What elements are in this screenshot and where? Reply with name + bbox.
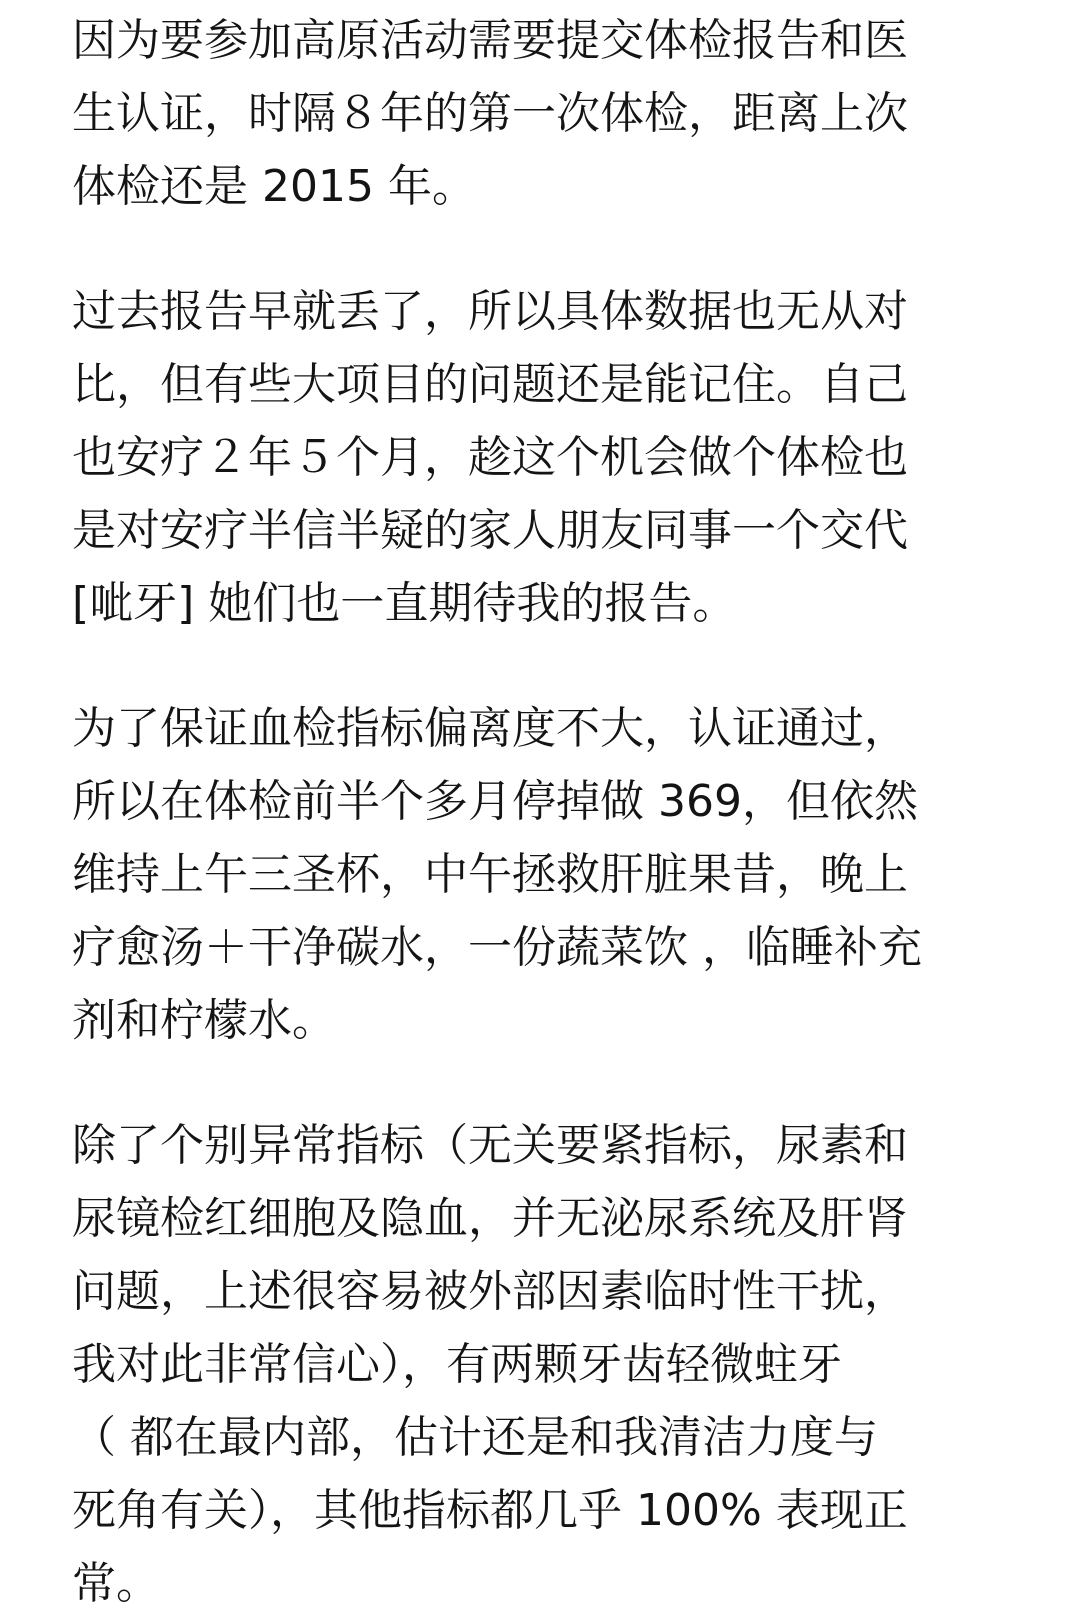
text-line: 剂和柠檬水。 — [72, 995, 336, 1046]
text-line: 生认证，时隔８年的第一次体检，距离上次 — [72, 88, 908, 139]
text-line: 所以在体检前半个多月停掉做 369，但依然 — [72, 776, 918, 827]
text-line: 死角有关），其他指标都几乎 100% 表现正 — [72, 1485, 908, 1536]
text-line: 问题，上述很容易被外部因素临时性干扰， — [72, 1266, 908, 1317]
text-line: 疗愈汤＋干净碳水，一份蔬菜饮 ，临睡补充 — [72, 922, 922, 973]
paragraph-2 — [72, 275, 1007, 640]
text-line: 常。 — [72, 1558, 160, 1609]
paragraph-3 — [72, 692, 1007, 1057]
text-line: 体检还是 2015 年。 — [72, 161, 476, 212]
paragraph-1 — [72, 4, 1007, 223]
text-line: 维持上午三圣杯，中午拯救肝脏果昔，晚上 — [72, 849, 908, 900]
text-line: （ 都在最内部，估计还是和我清洁力度与 — [72, 1412, 878, 1463]
post-body — [72, 4, 1007, 1620]
text-line: 过去报告早就丢了，所以具体数据也无从对 — [72, 286, 908, 337]
text-line: 除了个别异常指标（无关要紧指标，尿素和 — [72, 1120, 908, 1171]
text-line: 为了保证血检指标偏离度不大，认证通过， — [72, 703, 908, 754]
paragraph-spacer — [72, 223, 1007, 275]
text-line: 我对此非常信心），有两颗牙齿轻微蛀牙 — [72, 1339, 842, 1390]
paragraph-spacer — [72, 1057, 1007, 1109]
text-line: 因为要参加高原活动需要提交体检报告和医 — [72, 15, 908, 66]
text-line: 尿镜检红细胞及隐血，并无泌尿系统及肝肾 — [72, 1193, 908, 1244]
paragraph-spacer — [72, 640, 1007, 692]
text-line: 是对安疗半信半疑的家人朋友同事一个交代 — [72, 505, 908, 556]
text-line: 也安疗２年５个月，趁这个机会做个体检也 — [72, 432, 908, 483]
text-line: 比，但有些大项目的问题还是能记住。自己 — [72, 359, 908, 410]
paragraph-4 — [72, 1109, 1007, 1620]
text-line: [呲牙] 她们也一直期待我的报告。 — [72, 578, 737, 629]
